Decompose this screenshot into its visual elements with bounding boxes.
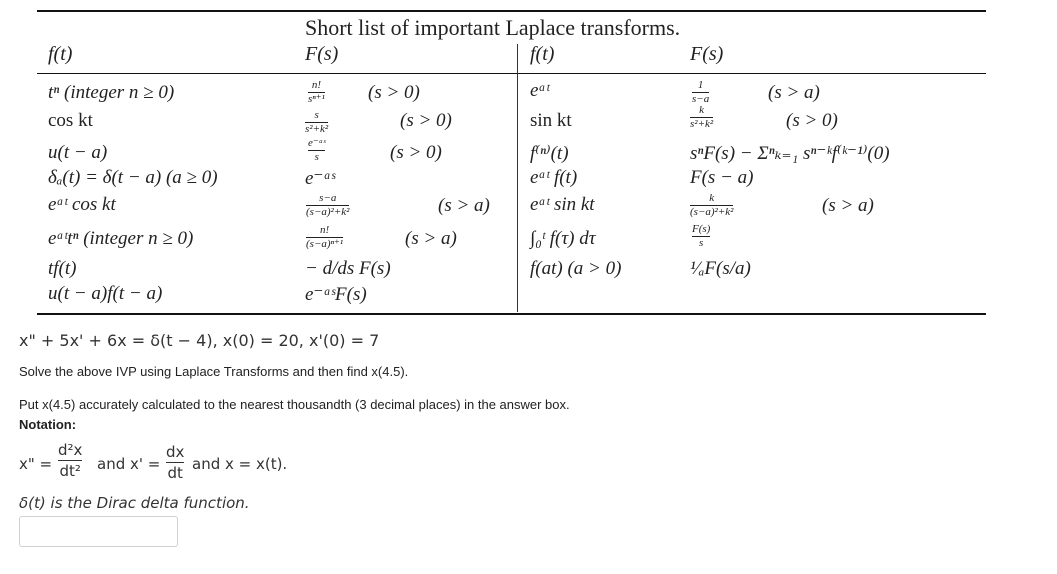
left-row2-f: cos kt	[48, 110, 93, 131]
left-row3-F	[308, 138, 325, 163]
left-row2-F	[305, 110, 328, 135]
left-row3-cond: (s > 0)	[390, 142, 442, 163]
left-row3-F-den: s	[314, 151, 319, 163]
notation-heading: Notation:	[19, 417, 77, 432]
header-ft-left: f(t)	[48, 43, 73, 65]
left-row6-cond: (s > a)	[405, 228, 457, 249]
left-row1-F-num: n!	[311, 79, 322, 91]
left-row6-F-num: n!	[319, 224, 330, 236]
header-ft-right: f(t)	[530, 43, 555, 65]
right-row3-f: f⁽ⁿ⁾(t)	[530, 143, 569, 164]
notation-and2: and x = x(t).	[192, 455, 288, 473]
left-row1-F-den: sⁿ⁺¹	[308, 93, 325, 105]
left-row5-f: eᵃᵗ cos kt	[48, 194, 116, 215]
left-row6-F	[306, 225, 343, 250]
right-row1-cond: (s > a)	[768, 82, 820, 103]
left-row1-F	[308, 80, 325, 105]
instruction-text: Solve the above IVP using Laplace Transforms and then find x(4.5).	[19, 364, 409, 379]
left-row7-f: tf(t)	[48, 258, 77, 279]
notation-dt: dt	[167, 464, 183, 482]
right-row5-cond: (s > a)	[822, 195, 874, 216]
right-row6-F	[692, 224, 710, 249]
right-row2-F-den: s²+k²	[690, 118, 714, 130]
table-bottom-rule	[37, 313, 986, 315]
left-row5-F-den: (s−a)²+k²	[306, 206, 350, 218]
table-title: Short list of important Laplace transforms.	[305, 15, 681, 40]
left-row1-cond: (s > 0)	[368, 82, 420, 103]
notation-dx-frac	[166, 443, 184, 482]
left-row7-F: − d/ds F(s)	[305, 258, 391, 279]
notation-d2x: d²x	[58, 441, 83, 459]
answer-note: Put x(4.5) accurately calculated to the nearest thousandth (3 decimal places) in the answer box.	[19, 397, 570, 412]
right-row2-F	[690, 105, 713, 130]
dirac-note: δ(t) is the Dirac delta function.	[19, 494, 250, 512]
answer-input[interactable]	[19, 516, 178, 547]
left-row5-F	[306, 193, 349, 218]
right-row6-F-den: s	[699, 237, 704, 249]
notation-and1: and x' =	[97, 455, 161, 473]
header-Fs-right: F(s)	[690, 43, 724, 65]
notation-dt2: dt²	[59, 462, 81, 480]
right-row5-F-den: (s−a)²+k²	[690, 206, 734, 218]
left-row4-f: δₐ(t) = δ(t − a) (a ≥ 0)	[48, 167, 218, 188]
right-row2-cond: (s > 0)	[786, 110, 838, 131]
right-row7-F: ¹⁄ₐF(s/a)	[690, 258, 751, 279]
ivp-equation: x" + 5x' + 6x = δ(t − 4), x(0) = 20, x'(0) = 7	[19, 331, 380, 350]
table-header-rule	[37, 73, 986, 74]
notation-d2x-frac	[58, 441, 82, 480]
left-row3-F-num: e⁻ᵃˢ	[308, 137, 326, 149]
right-row1-F-den: s−a	[692, 93, 710, 105]
notation-dx: dx	[166, 443, 185, 461]
right-row5-F	[690, 193, 733, 218]
left-row2-cond: (s > 0)	[400, 110, 452, 131]
table-top-rule	[37, 10, 986, 12]
left-row3-f: u(t − a)	[48, 142, 108, 163]
left-row8-f: u(t − a)f(t − a)	[48, 283, 163, 304]
left-row6-F-den: (s−a)ⁿ⁺¹	[306, 238, 344, 250]
right-row2-f: sin kt	[530, 110, 572, 131]
right-row6-F-num: F(s)	[692, 223, 711, 235]
right-row5-f: eᵃᵗ sin kt	[530, 194, 595, 215]
right-row4-F: F(s − a)	[690, 167, 754, 188]
table-column-divider	[517, 44, 518, 312]
right-row6-f: ∫₀ᵗ f(τ) dτ	[530, 228, 596, 249]
right-row1-F-num: 1	[697, 79, 704, 91]
left-row5-F-num: s−a	[319, 192, 337, 204]
left-row2-F-num: s	[314, 109, 319, 121]
right-row1-F	[692, 80, 709, 105]
left-row2-F-den: s²+k²	[305, 123, 329, 135]
right-row4-f: eᵃᵗ f(t)	[530, 167, 578, 188]
left-row1-f: tⁿ (integer n ≥ 0)	[48, 82, 175, 103]
right-row1-f: eᵃᵗ	[530, 80, 550, 101]
notation-x2-lhs: x" =	[19, 455, 53, 473]
right-row2-F-num: k	[699, 104, 705, 116]
left-row5-cond: (s > a)	[438, 195, 490, 216]
right-row5-F-num: k	[709, 192, 715, 204]
right-row3-F: sⁿF(s) − Σⁿₖ₌₁ sⁿ⁻ᵏf⁽ᵏ⁻¹⁾(0)	[690, 143, 890, 164]
left-row6-f: eᵃᵗtⁿ (integer n ≥ 0)	[48, 228, 194, 249]
right-row7-f: f(at) (a > 0)	[530, 258, 622, 279]
left-row4-F: e⁻ᵃˢ	[305, 168, 336, 189]
header-Fs-left: F(s)	[305, 43, 339, 65]
left-row8-F: e⁻ᵃˢF(s)	[305, 284, 367, 305]
